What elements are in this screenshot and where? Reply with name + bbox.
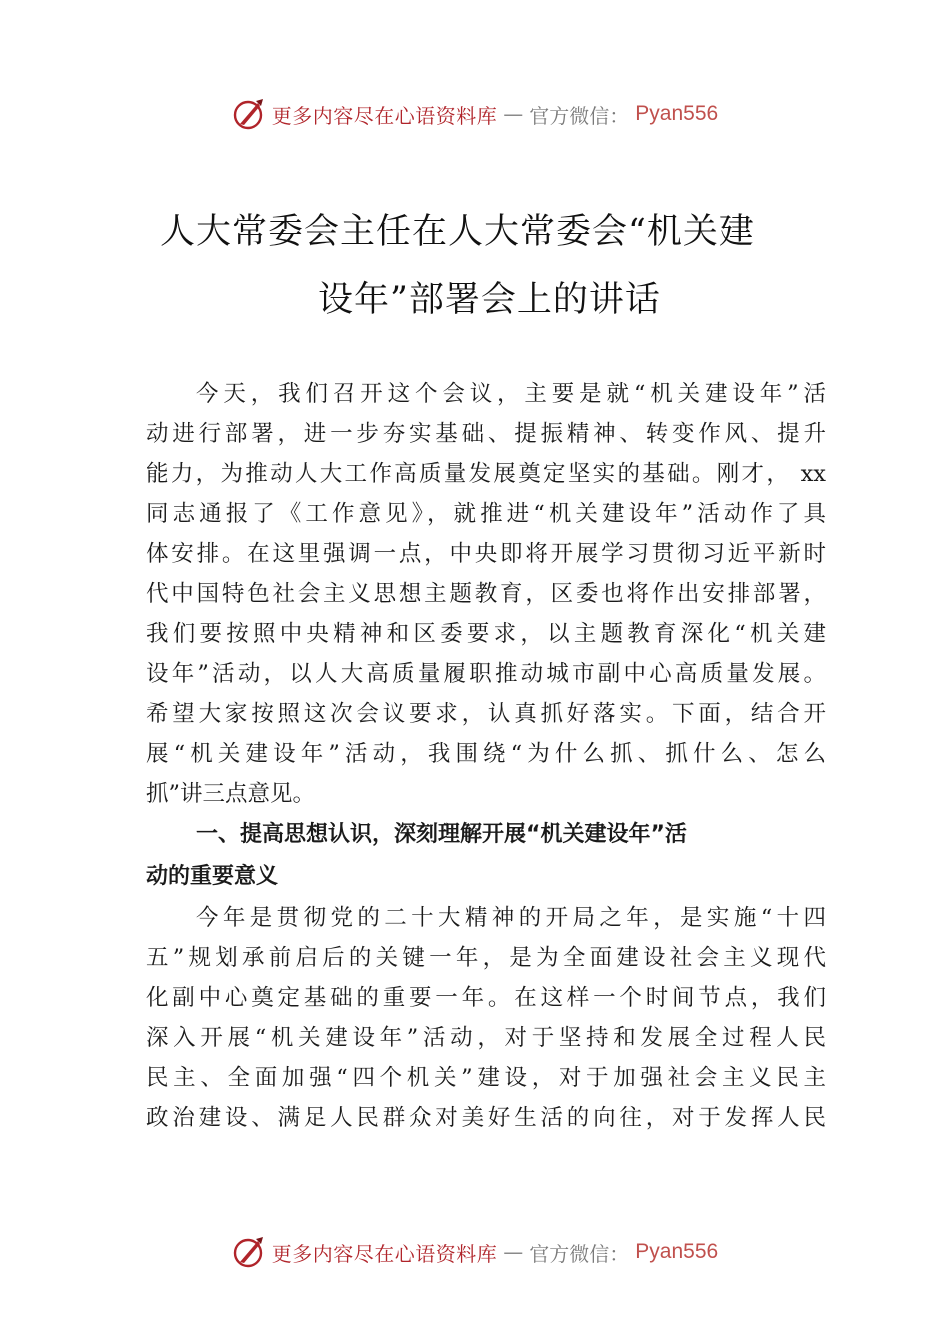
heading-line: 动的重要意义	[146, 864, 279, 889]
text-line: 体安排。在这里强调一点，中央即将开展学习贯彻习近平新时	[146, 541, 826, 567]
paragraph-intro	[146, 374, 826, 814]
paragraph-significance	[146, 898, 826, 1138]
text-line: 能力，为推动人大工作高质量发展奠定坚实的基础。刚才， xx	[146, 461, 826, 487]
quill-logo-icon	[232, 1235, 266, 1269]
text-line: 设年”活动，以人大高质量履职推动城市副中心高质量发展。	[146, 661, 826, 687]
wechat-id: Pyan556	[635, 1240, 719, 1263]
text-line: 今年是贯彻党的二十大精神的开局之年，是实施“十四	[196, 905, 826, 931]
text-line: 代中国特色社会主义思想主题教育，区委也将作出安排部署，	[146, 581, 826, 607]
text-line: 政治建设、满足人民群众对美好生活的向往，对于发挥人民	[146, 1105, 826, 1131]
wechat-label: 官方微信：	[529, 1241, 630, 1266]
text-line: 动进行部署，进一步夯实基础、提振精神、转变作风、提升	[146, 421, 826, 447]
banner-dash: —	[503, 1240, 524, 1264]
text-line: 五”规划承前启后的关键一年，是为全面建设社会主义现代	[146, 945, 826, 971]
text-line: 化副中心奠定基础的重要一年。在这样一个时间节点，我们	[146, 985, 826, 1011]
quill-logo-icon	[232, 97, 266, 131]
wechat-label: 官方微信：	[529, 103, 630, 128]
text-line: 同志通报了《工作意见》，就推进“机关建设年”活动作了具	[146, 501, 826, 527]
text-line: 今天，我们召开这个会议，主要是就“机关建设年”活	[196, 381, 826, 407]
document-body	[146, 374, 826, 1138]
text-line: 民主、全面加强“四个机关”建设，对于加强社会主义民主	[146, 1065, 826, 1091]
wechat-id: Pyan556	[635, 102, 719, 125]
document-title-line-2: 设年”部署会上的讲话	[318, 280, 661, 320]
heading-line: 一、提高思想认识，深刻理解开展“机关建设年”活	[196, 822, 687, 847]
brand-text: 更多内容尽在心语资料库	[271, 1241, 498, 1266]
banner-dash: —	[503, 102, 524, 126]
text-line: 抓”讲三点意见。	[146, 781, 316, 807]
text-line: 展“机关建设年”活动，我围绕“为什么抓、抓什么、怎么	[146, 741, 826, 767]
brand-text: 更多内容尽在心语资料库	[271, 103, 498, 128]
header-banner	[0, 94, 950, 134]
text-line: 深入开展“机关建设年”活动，对于坚持和发展全过程人民	[146, 1025, 826, 1051]
text-line: 我们要按照中央精神和区委要求，以主题教育深化“机关建	[146, 621, 826, 647]
section-heading-1	[146, 814, 826, 898]
document-title-line-1: 人大常委会主任在人大常委会“机关建	[160, 212, 755, 252]
text-line: 希望大家按照这次会议要求，认真抓好落实。下面，结合开	[146, 701, 826, 727]
footer-banner	[0, 1232, 950, 1272]
